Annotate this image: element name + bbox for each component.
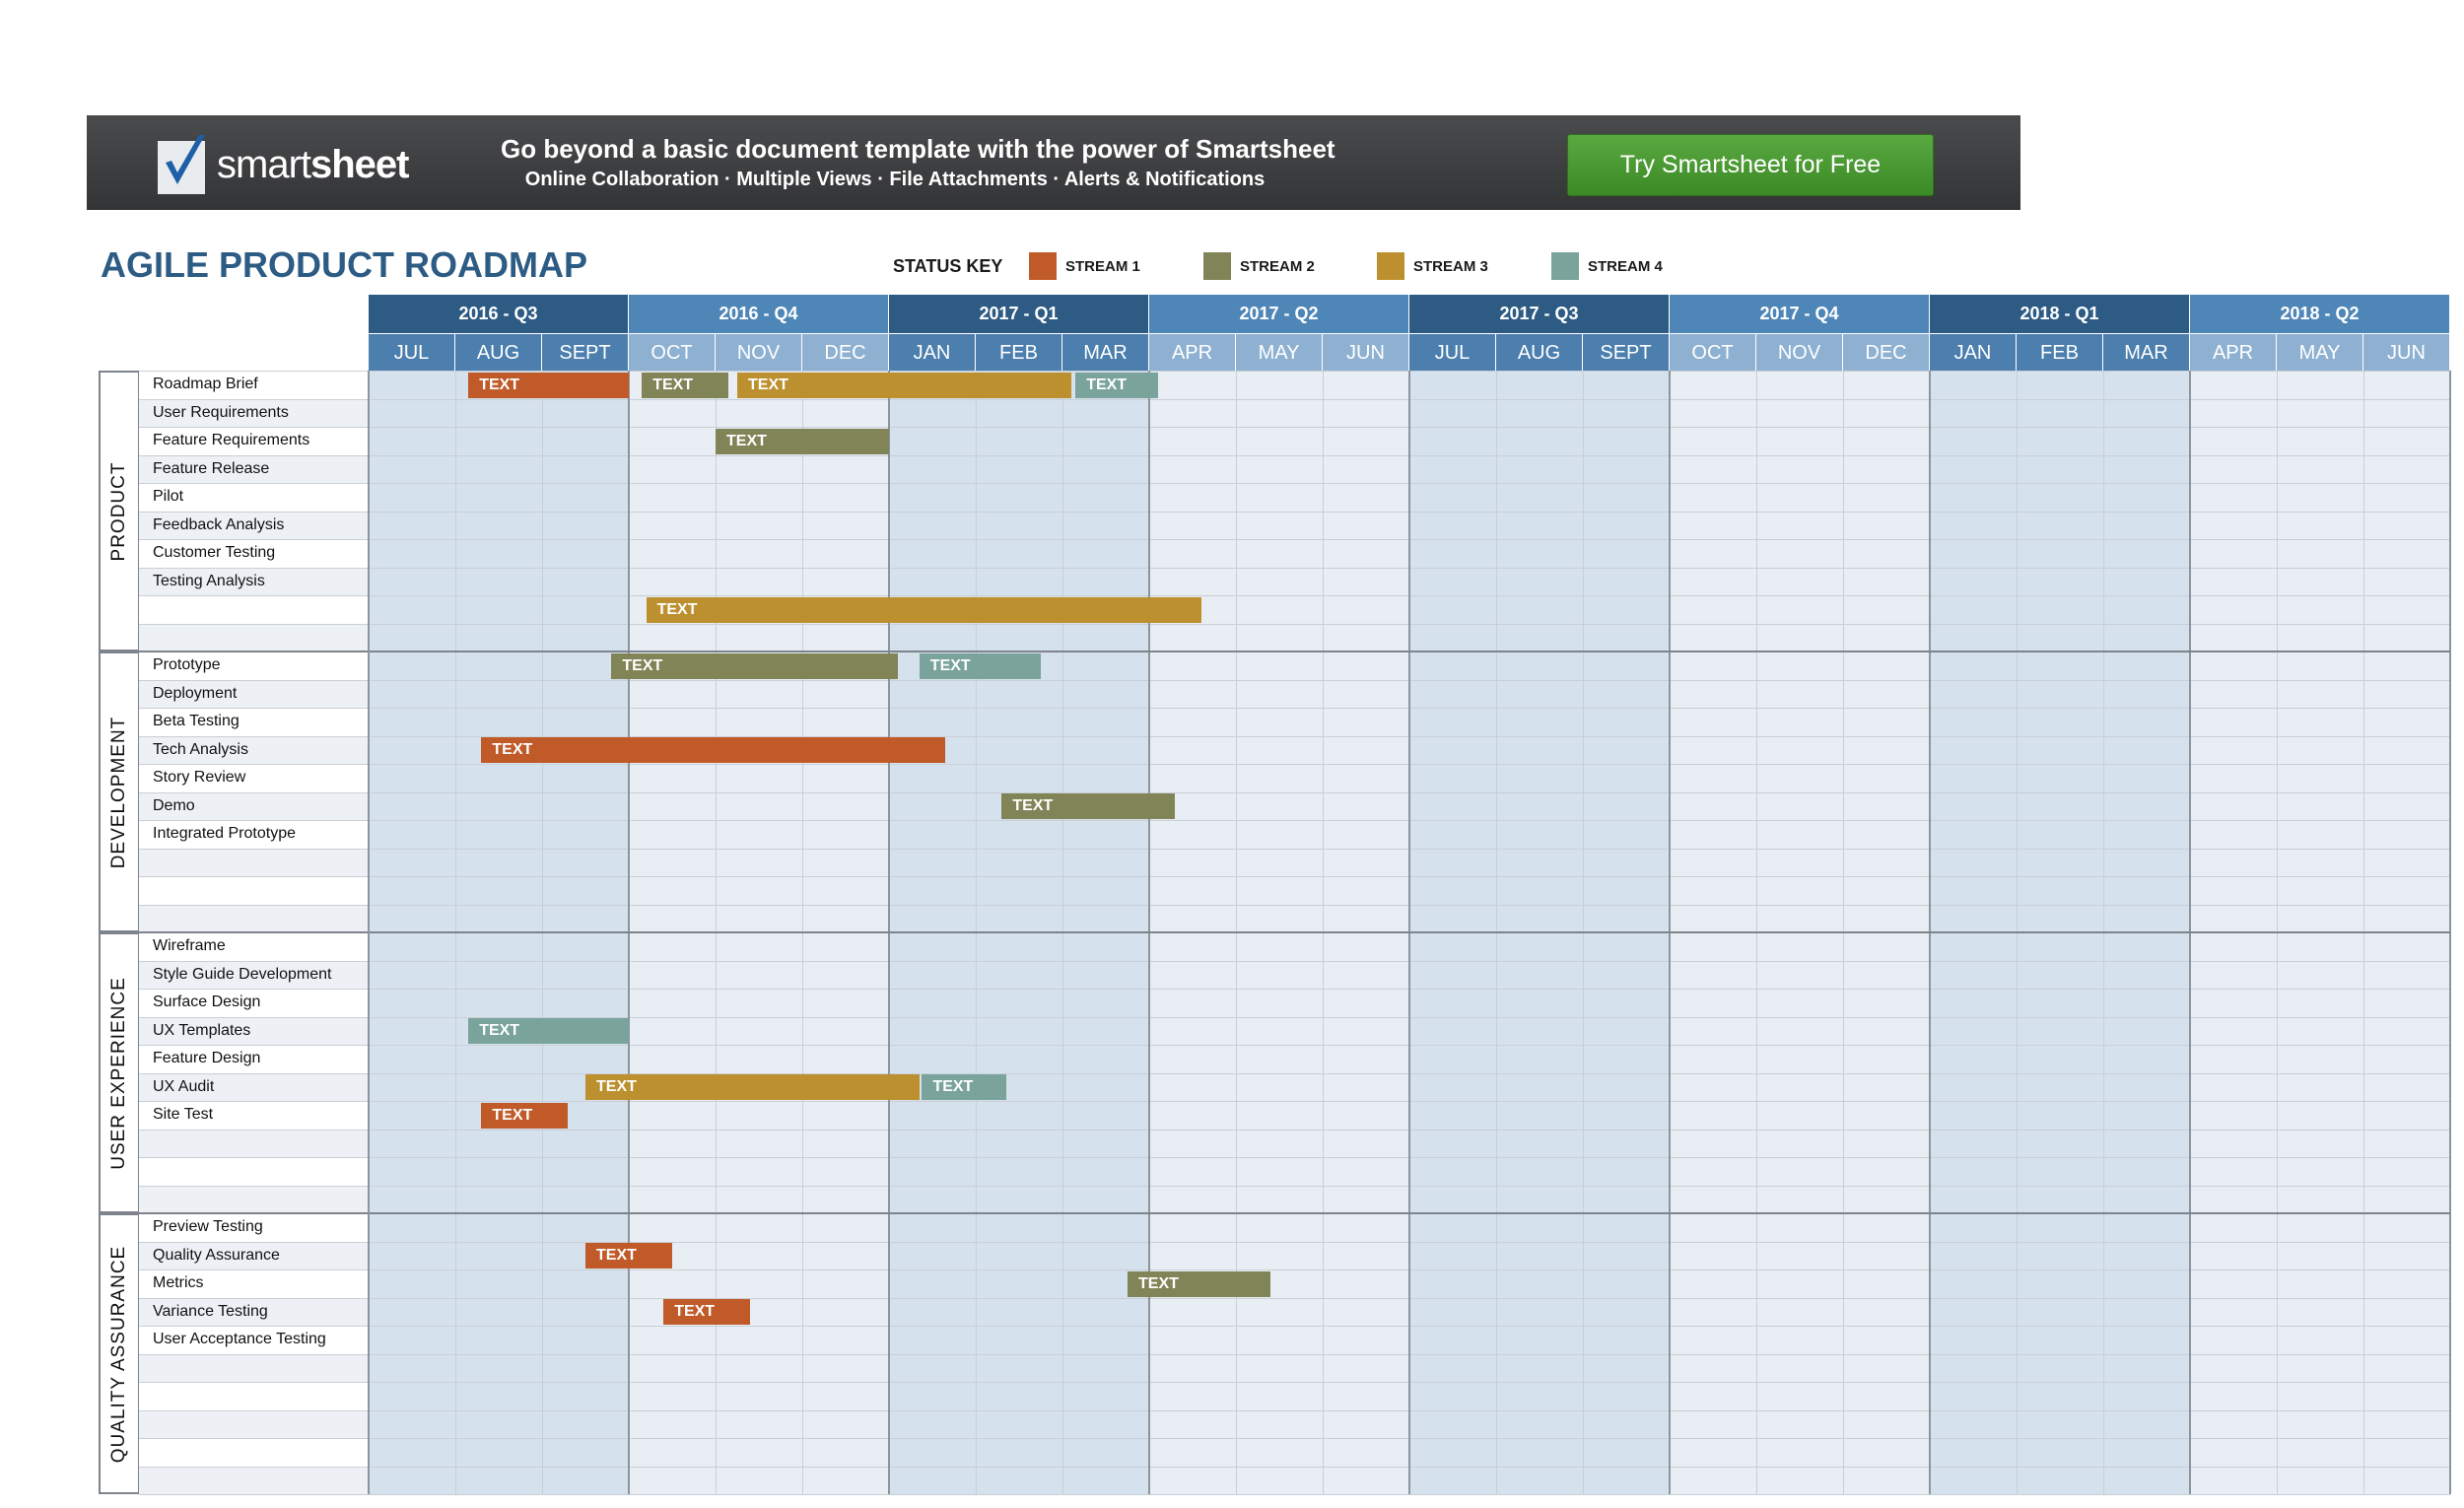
month-header: JAN: [1930, 333, 2017, 371]
task-label[interactable]: Integrated Prototype: [153, 825, 296, 842]
quarter-header: 2017 - Q4: [1670, 295, 1930, 333]
month-header: SEPT: [1583, 333, 1670, 371]
gantt-bar-s2[interactable]: [1128, 1271, 1270, 1297]
task-label[interactable]: Roadmap Brief: [153, 376, 258, 392]
gantt-bar-s1[interactable]: [481, 1103, 568, 1129]
section-label: PRODUCT: [108, 461, 129, 561]
gantt-bar-label: TEXT: [1138, 1274, 1179, 1292]
gantt-bar-s4[interactable]: [920, 653, 1041, 679]
task-label[interactable]: Story Review: [153, 769, 246, 786]
month-header: AUG: [455, 333, 542, 371]
task-label[interactable]: Prototype: [153, 656, 221, 673]
gantt-bar-s1[interactable]: [585, 1243, 672, 1268]
gantt-bar-label: TEXT: [674, 1303, 716, 1320]
month-header: FEB: [2017, 333, 2103, 371]
task-label[interactable]: Surface Design: [153, 994, 261, 1010]
task-label: [139, 624, 368, 652]
section-product: [99, 371, 139, 651]
task-label[interactable]: Feature Design: [153, 1050, 261, 1066]
task-label[interactable]: Metrics: [153, 1274, 204, 1291]
gantt-bar-s2[interactable]: [611, 653, 897, 679]
gantt-bar-label: TEXT: [492, 741, 533, 758]
gantt-bar-s4[interactable]: [1075, 373, 1158, 398]
task-label[interactable]: UX Audit: [153, 1077, 215, 1095]
task-label[interactable]: Testing Analysis: [153, 572, 265, 589]
task-label[interactable]: Feature Release: [153, 459, 270, 477]
gantt-bar-s1[interactable]: [663, 1299, 750, 1325]
gantt-bar-label: TEXT: [929, 656, 971, 674]
gantt-bar-s2[interactable]: [716, 429, 889, 454]
gantt-bar-s4[interactable]: [468, 1018, 629, 1044]
status-key-label-s1: STREAM 1: [1065, 258, 1140, 275]
banner-headline: Go beyond a basic document template with the power of Smartsheet: [501, 134, 1335, 164]
gantt-bar-label: TEXT: [1086, 376, 1128, 393]
month-header: APR: [2190, 333, 2277, 371]
gantt-bar-s1[interactable]: [468, 373, 629, 398]
task-label[interactable]: Feedback Analysis: [153, 515, 285, 533]
month-header: MAY: [2277, 333, 2363, 371]
task-label[interactable]: Customer Testing: [153, 544, 276, 561]
task-label[interactable]: Feature Requirements: [153, 432, 310, 448]
month-header: APR: [1149, 333, 1236, 371]
task-label: [139, 849, 368, 877]
section-quality-assurance: [99, 1213, 139, 1494]
month-header: DEC: [802, 333, 889, 371]
month-header: JUN: [1323, 333, 1409, 371]
gantt-bar-s3[interactable]: [737, 373, 1071, 398]
task-label[interactable]: User Acceptance Testing: [153, 1331, 326, 1347]
gantt-bar-s3[interactable]: [585, 1074, 920, 1100]
status-key-label-s3: STREAM 3: [1413, 258, 1488, 275]
task-label: [139, 1354, 368, 1383]
month-header: NOV: [716, 333, 802, 371]
month-header: DEC: [1843, 333, 1930, 371]
task-label: [139, 1410, 368, 1439]
gantt-bar-label: TEXT: [622, 656, 663, 674]
gantt-bar-label: TEXT: [1012, 797, 1054, 814]
quarter-header: 2016 - Q4: [629, 295, 889, 333]
task-label[interactable]: Style Guide Development: [153, 965, 332, 983]
section-divider: [99, 651, 2450, 652]
gantt-bar-label: TEXT: [479, 1022, 520, 1039]
gantt-bar-s2[interactable]: [642, 373, 728, 398]
status-key-label-s4: STREAM 4: [1588, 258, 1663, 275]
month-header: MAY: [1236, 333, 1323, 371]
gantt-bar-label: TEXT: [656, 600, 698, 618]
section-divider: [99, 931, 2450, 933]
page-title: AGILE PRODUCT ROADMAP: [101, 244, 587, 285]
quarter-header: 2017 - Q3: [1409, 295, 1670, 333]
label-column-border: [368, 371, 370, 1494]
task-label: [139, 905, 368, 933]
section-label: USER EXPERIENCE: [108, 976, 129, 1170]
month-header: NOV: [1756, 333, 1843, 371]
task-label: [139, 1438, 368, 1467]
quarter-header: 2017 - Q2: [1149, 295, 1409, 333]
task-label[interactable]: Demo: [153, 796, 195, 814]
quarter-header: 2016 - Q3: [369, 295, 629, 333]
task-label[interactable]: User Requirements: [153, 403, 289, 421]
section-divider: [99, 1212, 2450, 1214]
gantt-bar-label: TEXT: [726, 432, 767, 449]
section-label: DEVELOPMENT: [108, 716, 129, 868]
gantt-bar-label: TEXT: [479, 376, 520, 393]
gantt-bar-label: TEXT: [492, 1106, 533, 1124]
task-label[interactable]: Site Test: [153, 1106, 214, 1123]
gantt-bar-label: TEXT: [932, 1078, 974, 1095]
quarter-header: 2017 - Q1: [889, 295, 1149, 333]
gantt-bar-s3[interactable]: [647, 597, 1201, 623]
status-key-label: STATUS KEY: [893, 256, 1003, 276]
month-header: OCT: [1670, 333, 1756, 371]
section-user-experience: [99, 932, 139, 1213]
month-header: MAR: [1062, 333, 1149, 371]
task-label[interactable]: Quality Assurance: [153, 1246, 280, 1264]
status-key-label-s2: STREAM 2: [1240, 258, 1315, 275]
section-development: [99, 651, 139, 932]
gantt-bar-label: TEXT: [596, 1247, 637, 1264]
task-label[interactable]: Wireframe: [153, 937, 226, 954]
task-label[interactable]: Preview Testing: [153, 1218, 263, 1235]
month-header: JUL: [369, 333, 455, 371]
grid-row-line: [139, 1494, 2450, 1495]
gantt-bar-s2[interactable]: [1001, 793, 1175, 819]
gantt-bar-label: TEXT: [748, 376, 788, 393]
task-label[interactable]: Tech Analysis: [153, 740, 248, 758]
task-label: [139, 876, 368, 905]
month-header: SEPT: [542, 333, 629, 371]
month-header: AUG: [1496, 333, 1583, 371]
task-label[interactable]: Beta Testing: [153, 713, 240, 729]
try-smartsheet-button[interactable]: Try Smartsheet for Free: [1567, 134, 1934, 196]
month-header: JAN: [889, 333, 976, 371]
task-label: [139, 595, 368, 624]
month-header: OCT: [629, 333, 716, 371]
gantt-bar-s4[interactable]: [922, 1074, 1005, 1100]
banner-subline: Online Collaboration · Multiple Views · File Attachments · Alerts & Notifications: [524, 169, 1266, 190]
task-label: [139, 1130, 368, 1158]
logo-text-bold: sheet: [310, 143, 409, 186]
task-label[interactable]: Pilot: [153, 488, 184, 505]
task-label: [139, 1157, 368, 1186]
month-header: MAR: [2103, 333, 2190, 371]
gantt-bar-label: TEXT: [652, 376, 694, 393]
month-header: JUN: [2363, 333, 2450, 371]
quarter-header: 2018 - Q2: [2190, 295, 2450, 333]
gantt-bar-label: TEXT: [596, 1078, 637, 1095]
gantt-bar-s1[interactable]: [481, 737, 945, 763]
task-label[interactable]: UX Templates: [153, 1021, 251, 1039]
month-header: FEB: [976, 333, 1062, 371]
month-header: JUL: [1409, 333, 1496, 371]
task-label[interactable]: Variance Testing: [153, 1302, 268, 1320]
quarter-header: 2018 - Q1: [1930, 295, 2190, 333]
task-label: [139, 1186, 368, 1214]
section-label: QUALITY ASSURANCE: [108, 1245, 129, 1463]
task-label: [139, 1382, 368, 1410]
logo-text-light: smart: [217, 143, 310, 186]
task-label: [139, 1467, 368, 1495]
task-label[interactable]: Deployment: [153, 684, 238, 702]
